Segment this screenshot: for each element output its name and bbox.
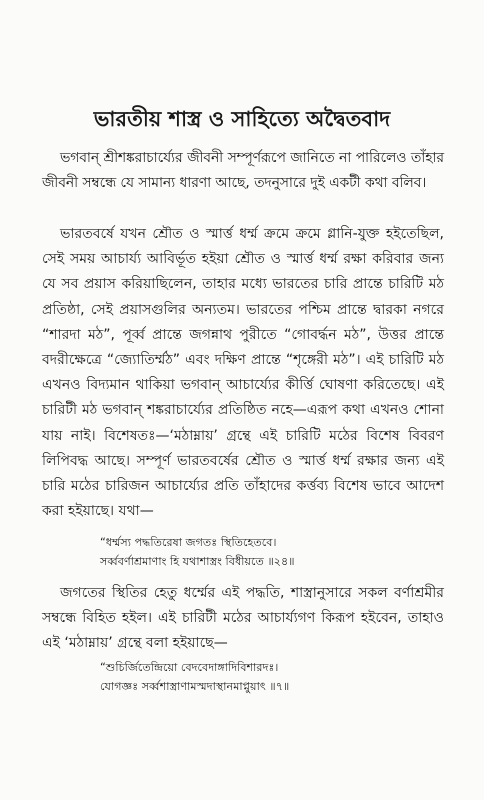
paragraph-intro: ভগবান্‌ শ্রীশঙ্করাচার্য্যের জীবনী সম্পূর্ণরূপে জানিতে না পারিলেও তাঁহার জীবনী সম্বন্ধে যে সামান্য ধারণা আছে, তদনুসারে দুই একটী কথা বলিব।	[42, 150, 444, 191]
verse-line: “ধর্ম্মস্য পদ্ধতিরেষা জগতঃ স্থিতিহেতবে।	[100, 536, 277, 549]
paragraph-acharyas: জগতের স্থিতির হেতু ধর্ম্মের এই পদ্ধতি, শাস্ত্রানুসারে সকল বর্ণাশ্রমীর সম্বন্ধে বিহিত হইল। এই চারিটী মঠের আচার্য্যগণ কিরূপ হইবেন, তাহাও এই ‘মঠাম্নায়’ গ্রন্থে বলা হইয়াছে—	[42, 585, 444, 652]
paragraph-mathas: ভারতবর্ষে যখন শ্রৌত ও স্মার্ত্ত ধর্ম্ম ক্রমে ক্রমে গ্লানি-যুক্ত হইতেছিল, সেই সময় আচার্য্য আবির্ভূত হইয়া শ্রৌত ও স্মার্ত্ত ধর্ম্ম রক্ষা করিবার জন্য যে সব প্রয়াস করিয়াছিলেন, তাহার মধ্যে ভারতের চারি প্রান্তে চারিটি মঠ প্রতিষ্ঠা, সেই প্রয়াসগুলির অন্যতম। ভারতের পশ্চিম প্রান্তে দ্বারকা নগরে “শারদা মঠ”, পূর্ব্ব প্রান্তে জগন্নাথ পুরীতে “গোবর্দ্ধন মঠ”, উত্তর প্রান্তে বদরীক্ষেত্রে “জ্যোতির্ম্মঠ” এবং দক্ষিণ প্রান্তে “শৃঙ্গেরী মঠ”। এই চারিটি মঠ এখনও বিদ্যমান থাকিয়া ভগবান্‌ আচার্য্যের কীর্ত্তি ঘোষণা করিতেছে। এই চারিটী মঠ ভগবান্‌ শঙ্করাচার্য্যের প্রতিষ্ঠিত নহে—এরূপ কথা এখনও শোনা যায় নাই। বিশেষতঃ—‘মঠাম্নায়’ গ্রন্থে এই চারিটি মঠের বিশেষ বিবরণ লিপিবদ্ধ আছে। সম্পূর্ণ ভারতবর্ষের শ্রৌত ও স্মার্ত্ত ধর্ম্ম রক্ষার জন্য এই চারি মঠের চারিজন আচার্য্যের প্রতি তাঁহাদের কর্ত্তব্য বিশেষ ভাবে আদেশ করা হইয়াছে। যথা—	[42, 226, 444, 520]
verse-line: “শুচির্জিতেন্দ্রিয়ো বেদবেদাঙ্গাদিবিশারদঃ।	[100, 661, 279, 674]
sanskrit-verse	[100, 658, 460, 696]
page-title: ভারতীয় শাস্ত্র ও সাহিত্যে অদ্বৈতবাদ	[93, 107, 391, 131]
verse-line: সর্ব্ববর্ণাশ্রমাণাং হি যথাশাস্ত্রং বিধীয়তে ॥২৪॥	[100, 555, 295, 568]
verse-line: যোগজ্ঞঃ সর্ব্বশাস্ত্রাণামস্মদাস্থানমাপ্নুয়াৎ ॥৭॥	[100, 680, 290, 693]
sanskrit-verse	[100, 533, 460, 571]
